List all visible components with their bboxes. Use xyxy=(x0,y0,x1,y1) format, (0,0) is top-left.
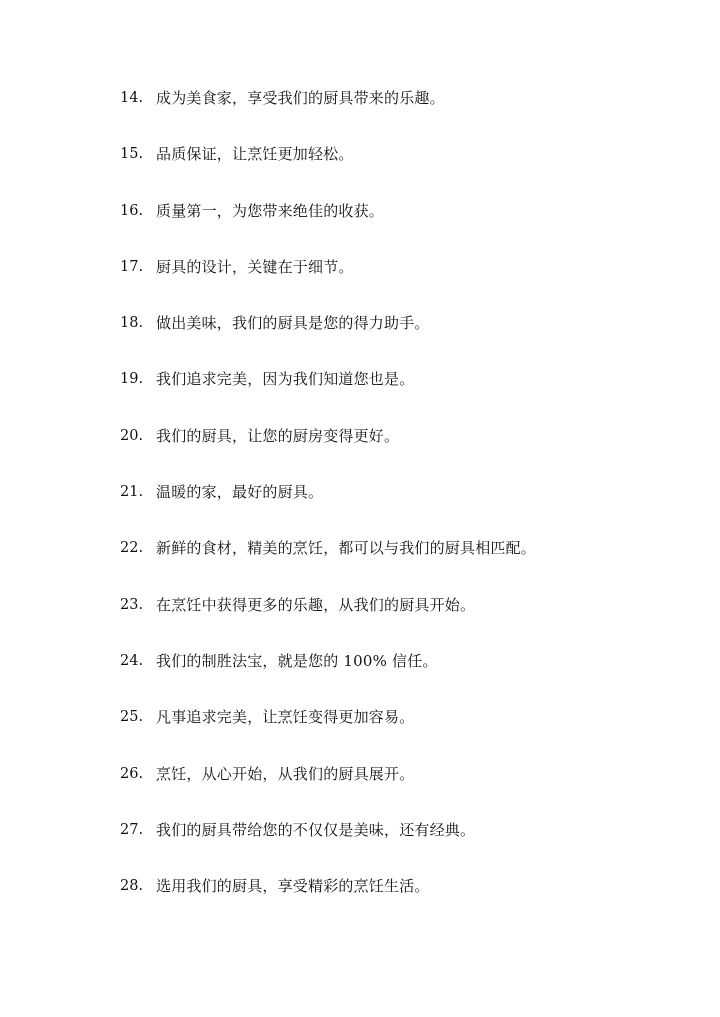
item-text: 厨具的设计，关键在于细节。 xyxy=(156,257,354,276)
item-number: 23. xyxy=(120,596,144,613)
list-item xyxy=(120,142,536,198)
list-item xyxy=(120,536,536,592)
item-number: 20. xyxy=(120,427,144,444)
list-item xyxy=(120,199,536,255)
item-number: 27. xyxy=(120,821,144,838)
list-item xyxy=(120,255,536,311)
list-item xyxy=(120,705,536,761)
list-item xyxy=(120,874,536,930)
item-text: 质量第一，为您带来绝佳的收获。 xyxy=(156,201,385,220)
item-number: 28. xyxy=(120,878,144,895)
item-text: 我们的厨具，让您的厨房变得更好。 xyxy=(156,426,400,445)
item-number: 16. xyxy=(120,202,144,219)
slogan-list xyxy=(120,86,536,930)
list-item xyxy=(120,311,536,367)
item-text: 烹饪，从心开始，从我们的厨具展开。 xyxy=(156,764,415,783)
item-text: 成为美食家，享受我们的厨具带来的乐趣。 xyxy=(156,89,445,107)
list-item xyxy=(120,86,536,142)
item-number: 15. xyxy=(120,146,144,163)
item-text: 在烹饪中获得更多的乐趣，从我们的厨具开始。 xyxy=(156,595,476,614)
item-number: 24. xyxy=(120,652,144,669)
list-item xyxy=(120,424,536,480)
item-number: 19. xyxy=(120,371,144,388)
item-text: 我们的厨具带给您的不仅仅是美味，还有经典。 xyxy=(156,820,476,839)
item-text: 我们追求完美，因为我们知道您也是。 xyxy=(156,370,415,389)
list-item xyxy=(120,367,536,423)
item-text: 凡事追求完美，让烹饪变得更加容易。 xyxy=(156,708,415,727)
list-item xyxy=(120,593,536,649)
item-text: 品质保证，让烹饪更加轻松。 xyxy=(156,145,354,164)
item-number: 25. xyxy=(120,709,144,726)
item-text: 做出美味，我们的厨具是您的得力助手。 xyxy=(156,314,430,333)
item-text: 温暖的家，最好的厨具。 xyxy=(156,483,324,502)
item-number: 26. xyxy=(120,765,144,782)
item-number: 17. xyxy=(120,258,144,275)
item-number: 22. xyxy=(120,540,144,557)
item-number: 21. xyxy=(120,484,144,501)
item-number: 18. xyxy=(120,315,144,332)
item-text: 新鲜的食材，精美的烹饪，都可以与我们的厨具相匹配。 xyxy=(156,539,537,558)
item-number: 14. xyxy=(120,90,144,106)
item-text: 选用我们的厨具，享受精彩的烹饪生活。 xyxy=(156,877,430,896)
item-text: 我们的制胜法宝，就是您的 100% 信任。 xyxy=(156,651,438,670)
list-item xyxy=(120,649,536,705)
list-item xyxy=(120,818,536,874)
list-item xyxy=(120,480,536,536)
list-item xyxy=(120,762,536,818)
